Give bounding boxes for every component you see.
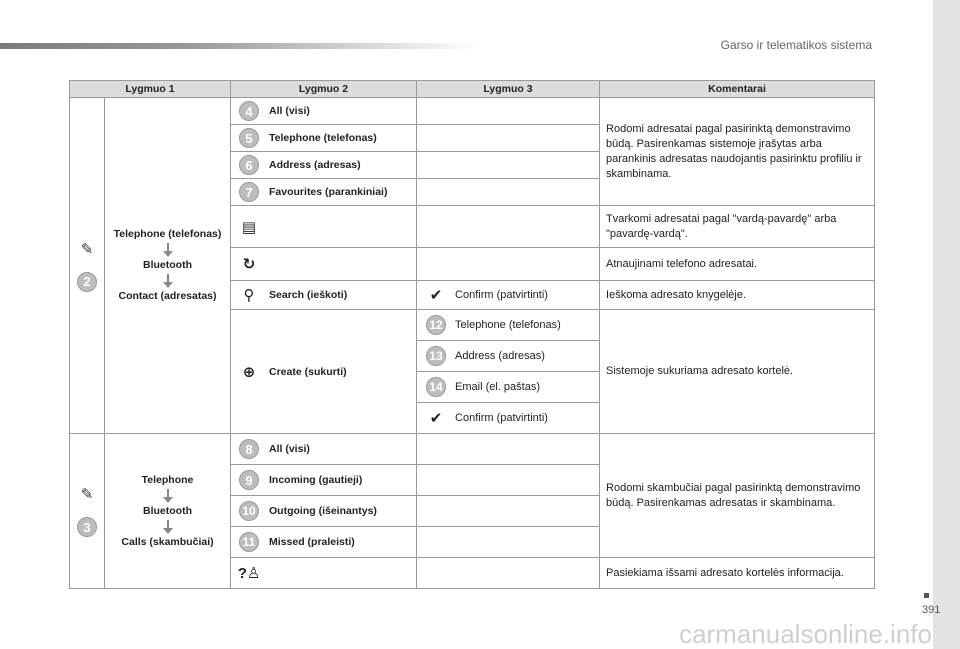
group2-icon-cell — [70, 434, 105, 589]
edit-pen-icon: ✎ — [80, 240, 94, 258]
level2-cell — [231, 496, 417, 527]
table-header-row — [70, 81, 875, 98]
step-badge: 4 — [239, 101, 259, 121]
column-header-comments: Komentarai — [600, 81, 875, 98]
table-row — [70, 98, 875, 125]
contact-card-sort-icon: ▤ — [241, 218, 257, 236]
comment-cell: Ieškoma adresato knygelėje. — [600, 281, 875, 310]
page-marker — [924, 593, 929, 598]
level2-cell — [231, 98, 417, 125]
level1-path-item: Calls (skambučiai) — [121, 535, 214, 548]
contact-details-icon: ?♙ — [237, 565, 261, 582]
level3-cell — [417, 558, 600, 589]
arrow-down-icon — [162, 274, 174, 288]
level2-cell — [231, 152, 417, 179]
level3-cell — [417, 403, 600, 434]
comment-cell: Pasiekiama išsami adresato kortelės informacija. — [600, 558, 875, 589]
step-badge: 13 — [426, 346, 446, 366]
arrow-down-icon — [162, 520, 174, 534]
level3-cell — [417, 434, 600, 465]
step-badge: 6 — [239, 155, 259, 175]
level1-path-item: Contact (adresatas) — [118, 290, 217, 302]
level2-label: Create (sukurti) — [269, 365, 347, 378]
level2-label: All (visi) — [269, 105, 310, 117]
arrow-down-icon — [162, 243, 174, 257]
level3-label: Confirm (patvirtinti) — [455, 289, 548, 301]
check-icon: ✔ — [429, 410, 443, 427]
level2-label: All (visi) — [269, 443, 310, 455]
level3-cell — [417, 527, 600, 558]
level2-label: Outgoing (išeinantys) — [269, 505, 377, 517]
level3-label: Telephone (telefonas) — [455, 319, 561, 331]
level3-cell — [417, 465, 600, 496]
section-title: Garso ir telematikos sistema — [720, 38, 872, 52]
step-badge: 11 — [239, 532, 259, 552]
step-badge: 10 — [239, 501, 259, 521]
level2-cell — [231, 558, 417, 589]
step-badge: 5 — [239, 128, 259, 148]
level2-cell — [231, 248, 417, 281]
level1-path-item: Telephone (telefonas) — [113, 228, 222, 240]
side-strip — [933, 0, 960, 649]
page-number: 391 — [922, 604, 941, 616]
level2-cell — [231, 125, 417, 152]
comment-cell: Atnaujinami telefono adresatai. — [600, 248, 875, 281]
level3-cell — [417, 372, 600, 403]
column-header-level2: Lygmuo 2 — [231, 81, 417, 98]
group1-level1-path — [105, 98, 231, 434]
refresh-icon: ↻ — [242, 256, 256, 273]
step-badge: 9 — [239, 470, 259, 490]
step-badge: 3 — [77, 517, 97, 537]
level3-cell — [417, 248, 600, 281]
table-row — [70, 434, 875, 465]
level1-path-item: Bluetooth — [143, 259, 192, 271]
level3-cell — [417, 125, 600, 152]
comment-cell: Sistemoje sukuriama adresato kortelė. — [600, 310, 875, 434]
level3-cell — [417, 98, 600, 125]
check-icon: ✔ — [429, 287, 443, 304]
level2-label: Telephone (telefonas) — [269, 132, 377, 144]
level2-label: Search (ieškoti) — [269, 289, 348, 301]
step-badge: 7 — [239, 182, 259, 202]
level3-label: Confirm (patvirtinti) — [455, 412, 548, 424]
level3-cell — [417, 179, 600, 206]
plus-circle-icon: ⊕ — [242, 363, 256, 381]
menu-table — [69, 80, 875, 589]
comment-cell: Rodomi adresatai pagal pasirinktą demonstravimo būdą. Pasirenkamas sistemoje įrašytas arba parankinis adresatas naudojantis pasirinktu profiliu ir skambinama. — [600, 98, 875, 206]
column-header-level3: Lygmuo 3 — [417, 81, 600, 98]
group1-icon-cell — [70, 98, 105, 434]
arrow-down-icon — [162, 489, 174, 503]
edit-pen-icon: ✎ — [80, 486, 94, 503]
step-badge: 14 — [426, 377, 446, 397]
level3-cell — [417, 281, 600, 310]
step-badge: 8 — [239, 439, 259, 459]
search-icon: ⚲ — [243, 287, 255, 304]
level2-cell — [231, 310, 417, 434]
level3-cell — [417, 206, 600, 248]
level2-cell — [231, 434, 417, 465]
level3-label: Address (adresas) — [455, 350, 545, 362]
step-badge: 2 — [77, 272, 97, 292]
level2-cell — [231, 465, 417, 496]
level2-cell — [231, 527, 417, 558]
group2-level1-path — [105, 434, 231, 589]
level1-path-item: Bluetooth — [143, 504, 192, 517]
comment-cell: Tvarkomi adresatai pagal "vardą-pavardę" arba "pavardę-vardą". — [600, 206, 875, 248]
level2-cell — [231, 281, 417, 310]
level2-cell — [231, 179, 417, 206]
watermark: carmanualsonline.info — [679, 619, 932, 649]
level2-cell — [231, 206, 417, 248]
level3-cell — [417, 310, 600, 341]
column-header-level1: Lygmuo 1 — [70, 81, 231, 98]
level3-cell — [417, 341, 600, 372]
level2-label: Address (adresas) — [269, 159, 361, 171]
step-badge: 12 — [426, 315, 446, 335]
level3-label: Email (el. paštas) — [455, 381, 540, 393]
level2-label: Missed (praleisti) — [269, 536, 355, 548]
comment-cell: Rodomi skambučiai pagal pasirinktą demonstravimo būdą. Pasirenkamas adresatas ir skambinama. — [600, 434, 875, 558]
level3-cell — [417, 496, 600, 527]
level1-path-item: Telephone — [141, 473, 194, 486]
level2-label: Incoming (gautieji) — [269, 474, 363, 486]
level3-cell — [417, 152, 600, 179]
level2-label: Favourites (parankiniai) — [269, 186, 388, 198]
